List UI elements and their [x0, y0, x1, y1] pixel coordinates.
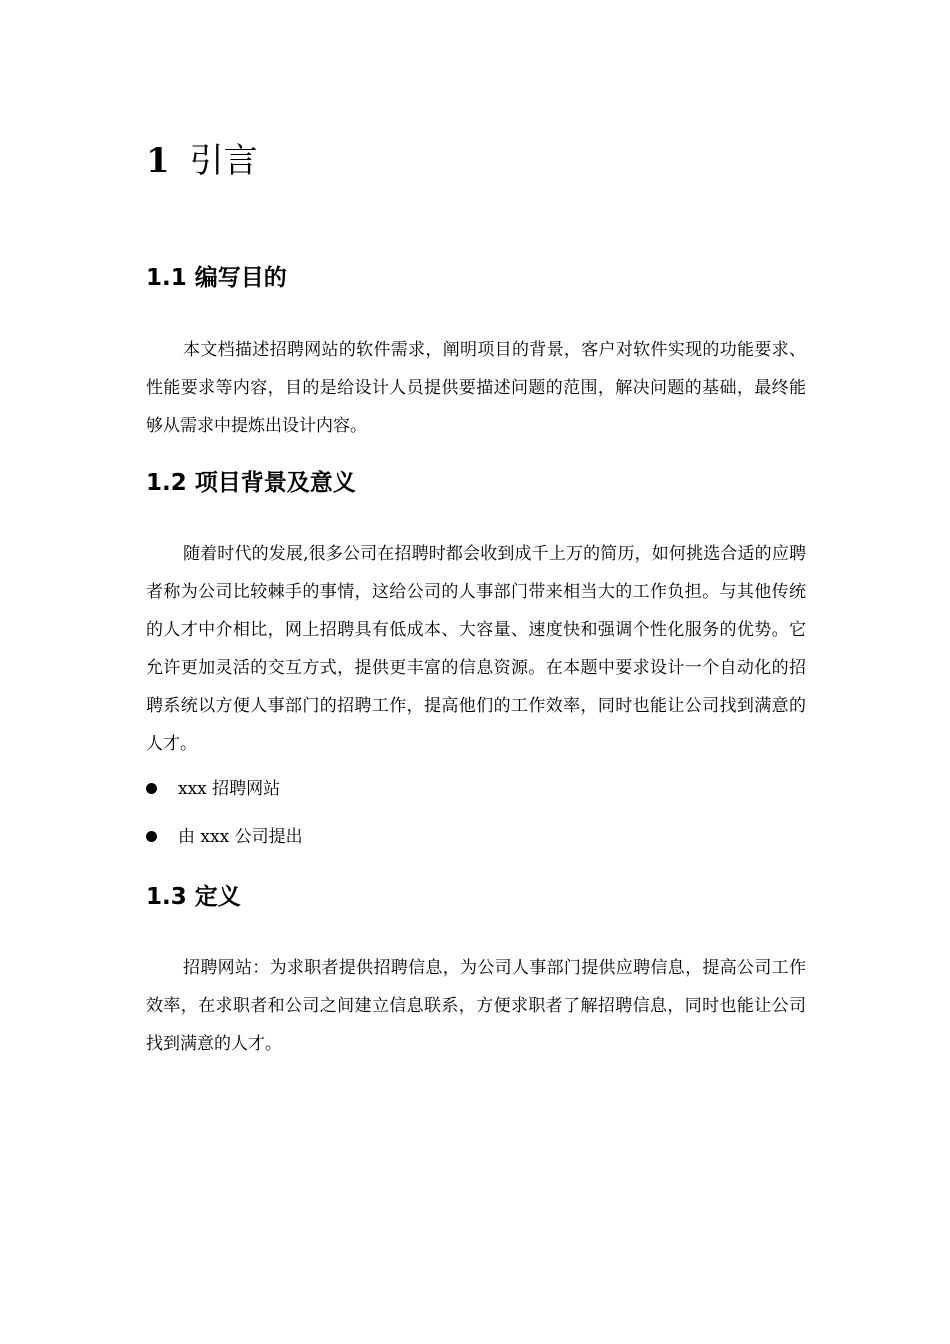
chapter-heading: [146, 138, 258, 184]
section-heading-background: 1.2 项目背景及意义: [146, 470, 356, 496]
bullet-dot-icon: [146, 831, 157, 842]
list-item-text: xxx 招聘网站: [178, 779, 281, 799]
section-paragraph-purpose: 本文档描述招聘网站的软件需求，阐明项目的背景，客户对软件实现的功能要求、性能要求等内容，目的是给设计人员提供要描述问题的范围，解决问题的基础，最终能够从需求中提炼出设计内容。: [146, 340, 806, 436]
chapter-title: 引言: [189, 141, 258, 181]
list-item: [146, 818, 806, 866]
bullet-dot-icon: [146, 783, 157, 794]
section-paragraph-background: 随着时代的发展,很多公司在招聘时都会收到成千上万的简历，如何挑选合适的应聘者称为公司比较棘手的事情，这给公司的人事部门带来相当大的工作负担。与其他传统的人才中介相比，网上招聘具有低成本、大容量、速度快和强调个性化服务的优势。它允许更加灵活的交互方式，提供更丰富的信息资源。在本题中要求设计一个自动化的招聘系统以方便人事部门的招聘工作，提高他们的工作效率，同时也能让公司找到满意的人才。: [146, 544, 806, 754]
section-heading-purpose: 1.1 编写目的: [146, 265, 287, 291]
list-item: [146, 770, 806, 818]
list-item-text: 由 xxx 公司提出: [178, 827, 303, 847]
chapter-number: 1: [146, 141, 170, 181]
bullet-list: [146, 770, 806, 866]
section-heading-definition: 1.3 定义: [146, 884, 241, 910]
section-paragraph-definition: 招聘网站：为求职者提供招聘信息，为公司人事部门提供应聘信息，提高公司工作效率，在求职者和公司之间建立信息联系，方便求职者了解招聘信息，同时也能让公司找到满意的人才。: [146, 958, 806, 1054]
